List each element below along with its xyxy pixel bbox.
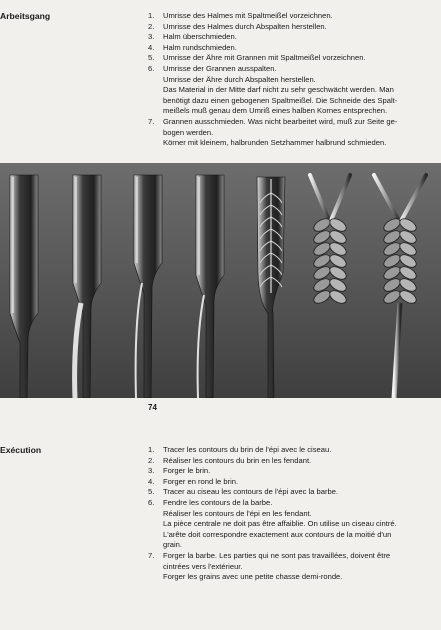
- step-number: 6.: [148, 497, 155, 507]
- step-text-line: Grannen ausschmieden. Was nicht bearbeitet wird, muß zur Seite ge-: [163, 116, 398, 126]
- step-text-line: Umrisse der Ähre mit Grannen mit Spaltmeißel vorzeichnen.: [163, 53, 366, 63]
- step-text-line: benötigt dazu einen gebogenen Spaltmeißel. Die Schneide des Spalt-: [163, 95, 398, 105]
- step-text-line: Forger en rond le brin.: [163, 476, 239, 486]
- step-text-line: grain.: [163, 540, 182, 550]
- step-text-line: Fendre les contours de la barbe.: [163, 497, 273, 507]
- step-text-line: Halm rundschmieden.: [163, 42, 237, 52]
- step-number: 7.: [148, 116, 155, 126]
- step-number: 5.: [148, 487, 155, 497]
- fr-step-5: [148, 487, 441, 498]
- step-text-line: Umrisse der Ähre durch Abspalten herstellen.: [163, 74, 316, 84]
- step-number: 2.: [148, 455, 155, 465]
- fr-step-6: [148, 498, 441, 551]
- french-step-list: [148, 445, 441, 583]
- step-text-line: Umrisse des Halmes durch Abspalten herstellen.: [163, 21, 327, 31]
- step-number: 4.: [148, 476, 155, 486]
- page-number: 74: [148, 403, 157, 412]
- fr-step-1: [148, 445, 441, 456]
- step-text-line: Forger les grains avec une petite chasse demi-ronde.: [163, 572, 343, 582]
- forged-wheat-ear-stages-icon: [0, 163, 441, 398]
- forging-stages-photo: [0, 163, 441, 398]
- step-text-line: Tracer les contours du brin de l'épi avec le ciseau.: [163, 445, 332, 454]
- de-step-5: [148, 53, 441, 64]
- step-number: 7.: [148, 550, 155, 560]
- step-text-line: Umrisse des Halmes mit Spaltmeißel vorzeichnen.: [163, 11, 333, 20]
- step-text-line: Forger le brin.: [163, 466, 211, 476]
- de-step-3: [148, 32, 441, 43]
- step-text-line: Körner mit kleinem, halbrunden Setzhammer halbrund schmieden.: [163, 138, 387, 148]
- step-text-line: cintrées vers l'extérieur.: [163, 561, 243, 571]
- step-number: 3.: [148, 32, 155, 42]
- german-step-list: [148, 11, 441, 149]
- de-step-7: [148, 117, 441, 149]
- fr-step-7: [148, 551, 441, 583]
- step-number: 4.: [148, 42, 155, 52]
- step-text-line: Halm überschmieden.: [163, 32, 237, 42]
- de-step-4: [148, 43, 441, 54]
- step-text-line: Tracer au ciseau les contours de l'épi avec la barbe.: [163, 487, 339, 497]
- fr-step-2: [148, 456, 441, 467]
- de-step-6: [148, 64, 441, 117]
- step-number: 5.: [148, 53, 155, 63]
- step-text-line: La pièce centrale ne doit pas être affaiblie. On utilise un ciseau cintré.: [163, 519, 397, 529]
- step-text-line: Forger la barbe. Les parties qui ne sont pas travaillées, doivent être: [163, 550, 391, 560]
- step-text-line: meißels muß genau dem Umriß eines halben Kornes entsprechen.: [163, 106, 388, 116]
- fr-step-3: [148, 466, 441, 477]
- german-section-heading: Arbeitsgang: [0, 11, 51, 21]
- de-step-1: [148, 11, 441, 22]
- step-text-line: bogen werden.: [163, 127, 214, 137]
- step-text-line: L'arête doit correspondre exactement aux contours de la moitié d'un: [163, 529, 392, 539]
- step-number: 6.: [148, 63, 155, 73]
- step-number: 3.: [148, 466, 155, 476]
- fr-step-4: [148, 477, 441, 488]
- step-number: 1.: [148, 445, 155, 454]
- step-text-line: Réaliser les contours de l'épi en les fendant.: [163, 508, 312, 518]
- step-text-line: Das Material in der Mitte darf nicht zu sehr geschwächt werden. Man: [163, 85, 394, 95]
- step-text-line: Réaliser les contours du brin en les fendant.: [163, 455, 312, 465]
- step-text-line: Umrisse der Grannen ausspalten.: [163, 63, 277, 73]
- de-step-2: [148, 22, 441, 33]
- french-section-heading: Exécution: [0, 445, 42, 455]
- step-number: 2.: [148, 21, 155, 31]
- step-number: 1.: [148, 11, 155, 20]
